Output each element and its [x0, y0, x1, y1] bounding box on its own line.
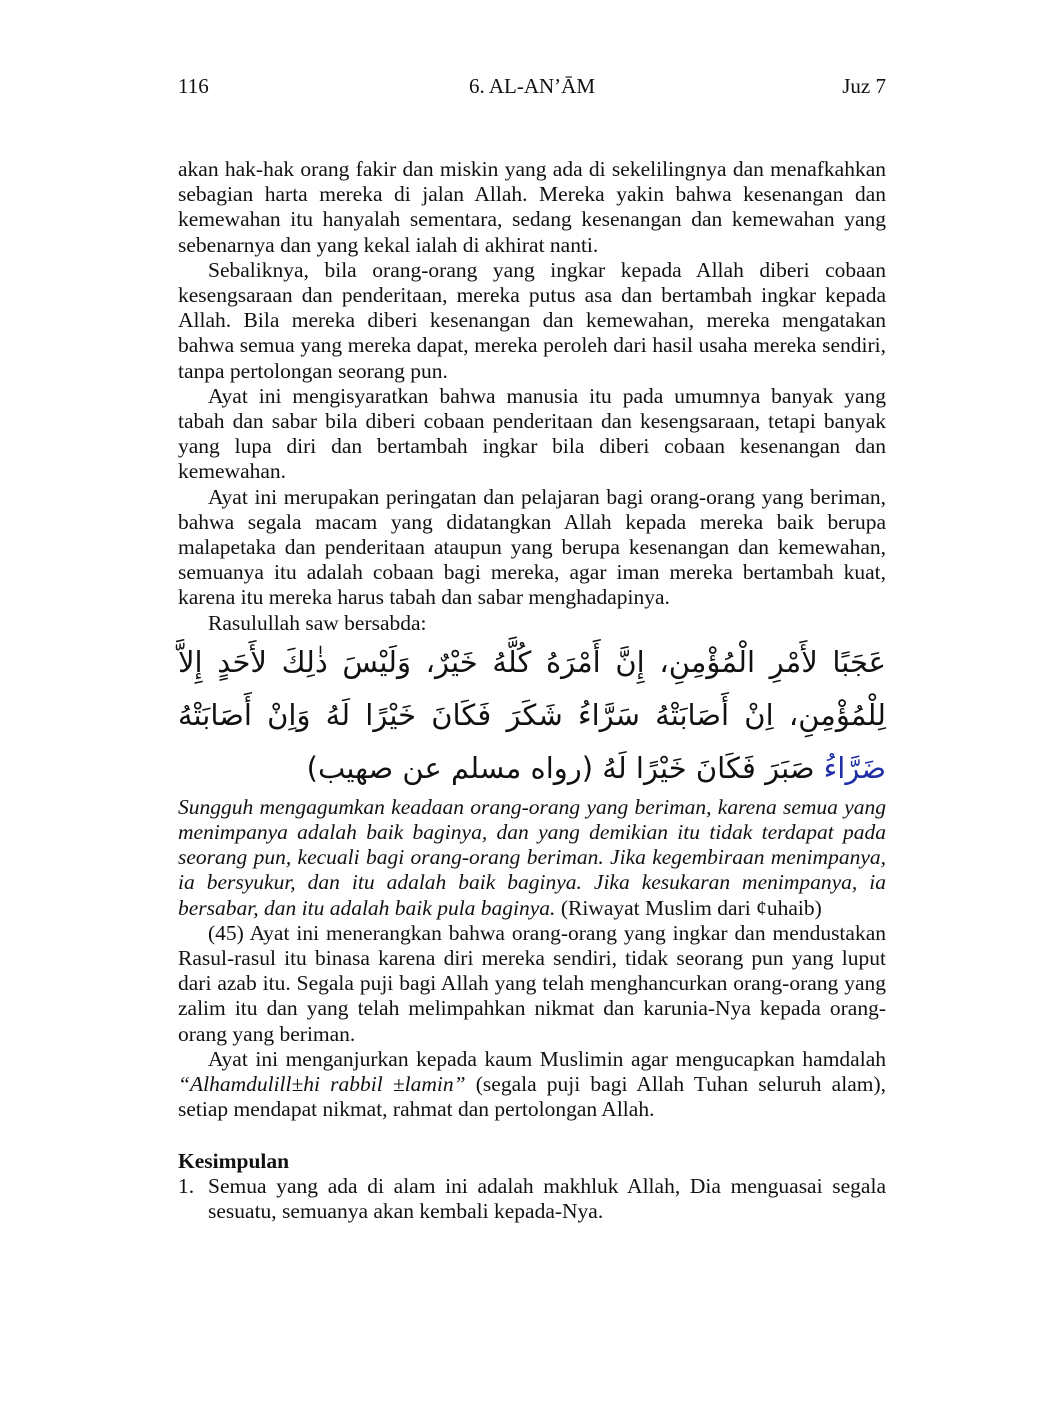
section-heading: Kesimpulan — [178, 1148, 290, 1173]
paragraph: akan hak-hak orang fakir dan miskin yang ada di sekelilingnya dan menafkahkan sebagian harta mereka di jalan Allah. Mereka yakin bahwa kesenangan dan kemewahan itu hanyalah sementara, sedang kesenangan dan kemewahan yang sebenarnya dan yang kekal ialah di akhirat nanti. — [178, 157, 886, 257]
chapter-title: 6. AL-AN’ĀM — [469, 74, 595, 98]
paragraph: Ayat ini mengisyaratkan bahwa manusia itu pada umumnya banyak yang tabah dan sabar bila diberi cobaan penderitaan dan kesengsaraan, tetapi banyak yang lupa diri dan bertambah ingkar bila diberi cobaan kesenangan dan kemewahan. — [178, 383, 886, 484]
hadith-citation: (Riwayat Muslim dari ¢uhaib) — [560, 895, 822, 920]
list-item — [178, 1174, 886, 1224]
paragraph-text: Ayat ini menganjurkan kepada kaum Muslimin agar mengucapkan hamdalah — [208, 1046, 886, 1071]
page-body — [178, 157, 886, 1224]
juz-label: Juz 7 — [842, 74, 886, 98]
paragraph: (45) Ayat ini menerangkan bahwa orang-orang yang ingkar dan mendustakan Rasul-rasul itu binasa karena diri mereka sendiri, tidak seorang pun yang luput dari azab itu. Segala puji bagi Allah yang telah menghancurkan orang-orang yang zalim itu dan yang telah melimpahkan nikmat dan karunia-Nya kepada orang-orang yang beriman. — [178, 920, 886, 1046]
conclusion-list — [178, 1174, 886, 1224]
paragraph-text: (segala puji bagi Allah Tuhan seluruh alam), setiap mendapat nikmat, rahmat dan pertolongan Allah. — [178, 1072, 886, 1122]
paragraph: Rasulullah saw bersabda: — [208, 610, 427, 635]
hadith-translation — [178, 795, 886, 921]
list-item-text: Semua yang ada di alam ini adalah makhluk Allah, Dia menguasai segala sesuatu, semuanya akan kembali kepada-Nya. — [208, 1173, 886, 1223]
page-number: 116 — [178, 74, 209, 98]
paragraph: Ayat ini merupakan peringatan dan pelajaran bagi orang-orang yang beriman, bahwa segala macam yang didatangkan Allah kepada mereka baik berupa malapetaka dan penderitaan ataupun yang berupa kesenangan dan kemewahan, semuanya itu adalah cobaan bagi mereka, agar iman mereka bertambah kuat, karena itu mereka harus tabah dan sabar menghadapinya. — [178, 484, 886, 610]
running-header — [178, 74, 886, 104]
hadith-arabic-part: صَبَرَ فَكَانَ خَيْرًا لَهُ (رواه مسلم عن صهيب) — [306, 750, 824, 785]
hadith-arabic — [178, 636, 886, 795]
list-item-number: 1. — [178, 1173, 195, 1198]
paragraph — [178, 1047, 886, 1123]
hamdalah-phrase: “Alhamdulill±hi rabbil ±lamin” — [178, 1072, 466, 1097]
paragraph: Sebaliknya, bila orang-orang yang ingkar kepada Allah diberi cobaan kesengsaraan dan penderitaan, mereka putus asa dan bertambah ingkar kepada Allah. Bila mereka diberi kesenangan dan kemewahan, mereka mengatakan bahwa semua yang mereka dapat, mereka peroleh dari hasil usaha mereka sendiri, tanpa pertolongan seorang pun. — [178, 257, 886, 383]
hadith-arabic-part: عَجَبًا لأَمْرِ الْمُؤْمِنِ، إِنَّ أَمْرَهُ كُلَّهُ خَيْرٌ، وَلَيْسَ ذٰلِكَ لأَحَدٍ إِلاَّ لِلْمُؤْمِنِ، اِنْ أَصَابَتْهُ سَرَّاءُ شَكَرَ فَكَانَ خَيْرًا لَهُ وَاِنْ أَصَابَتْهُ — [178, 644, 886, 732]
hadith-arabic-highlight: ضَرَّاءُ — [823, 750, 886, 785]
translation-text: Sungguh mengagumkan keadaan orang-orang yang beriman, karena semua yang menimpanya adalah baik baginya, dan yang demikian itu tidak terdapat pada seorang pun, kecuali bagi orang-orang beriman. Jika kegembiraan menimpanya, ia bersyukur, dan itu adalah baik baginya. Jika kesukaran menimpanya, ia bersabar, dan itu adalah baik pula baginya. — [178, 794, 886, 920]
